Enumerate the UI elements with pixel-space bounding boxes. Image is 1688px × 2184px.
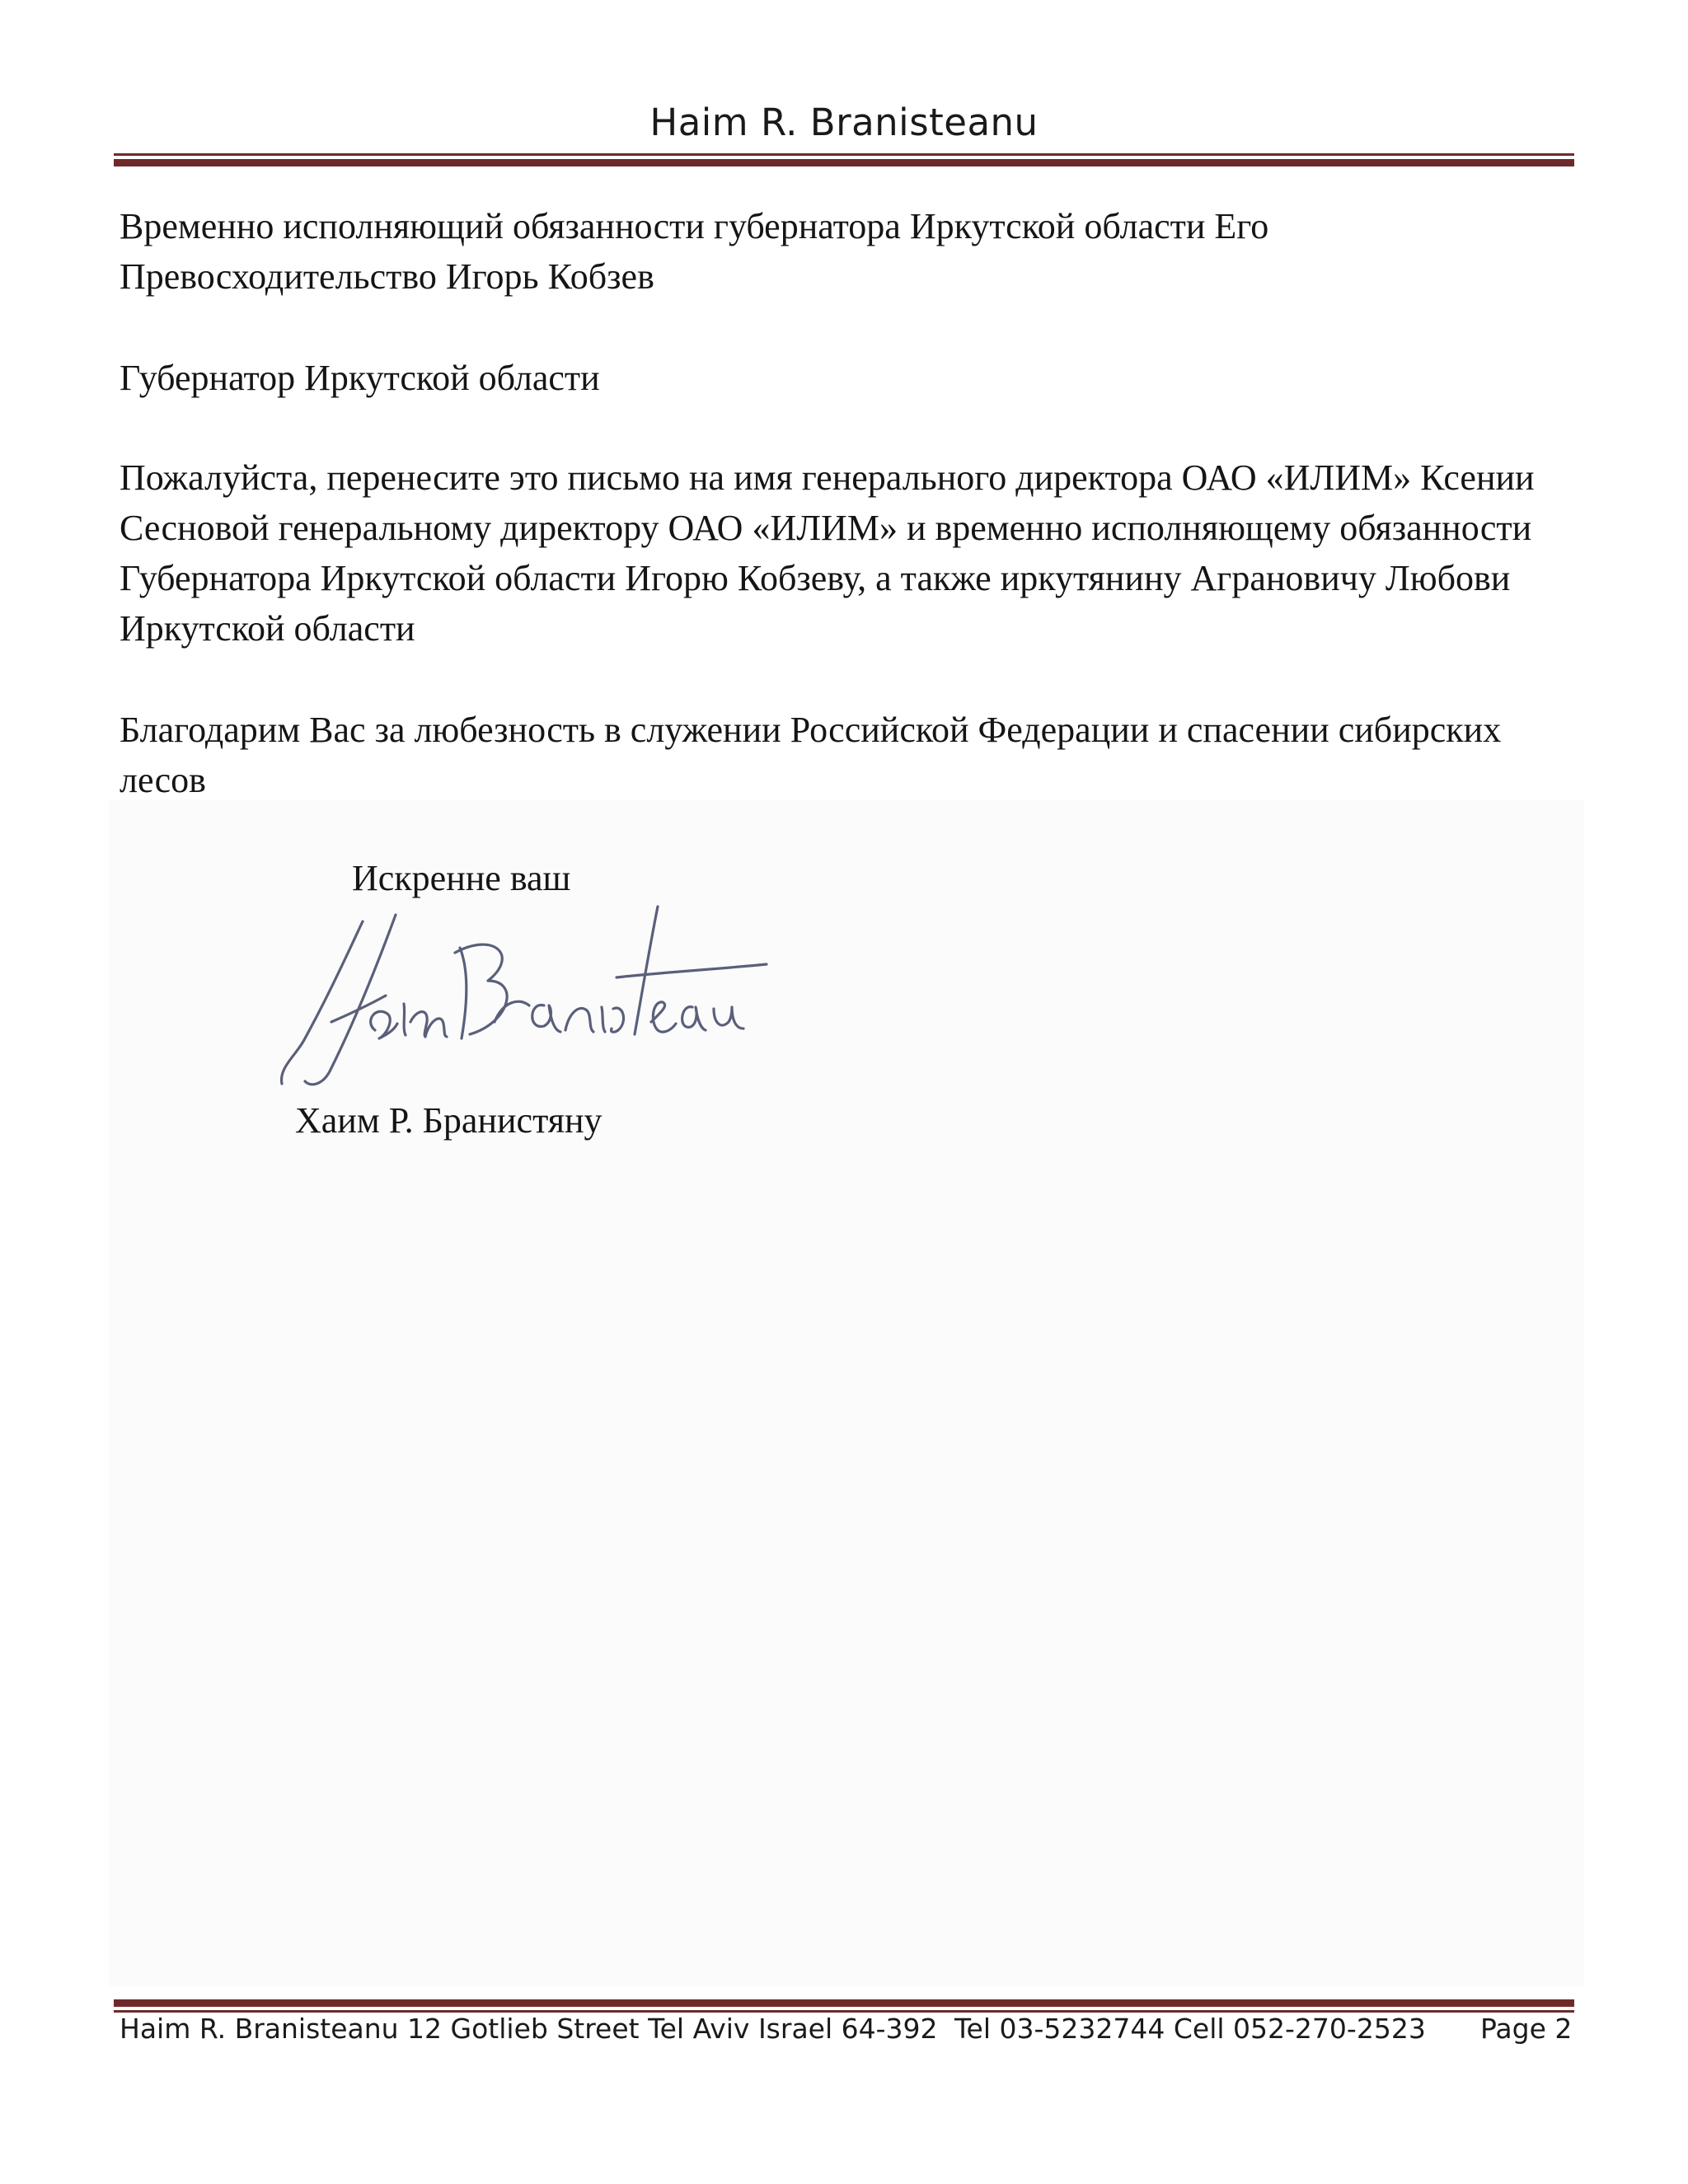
request-paragraph: Пожалуйста, перенесите это письмо на имя генерального директора ОАО «ИЛИМ» Ксении Сесновой генеральному директору ОАО «ИЛИМ» и временно исполняющему обязанности Губернатора Иркутской области Игорю Кобзеву, а также иркутянину Аграновичу Любови Иркутской области <box>120 457 1535 649</box>
handwritten-signature <box>272 898 832 1096</box>
footer-address: Haim R. Branisteanu 12 Gotlieb Street Tel Aviv Israel 64-392 <box>120 2013 938 2045</box>
header-rule <box>114 153 1574 166</box>
letterhead-name: Haim R. Branisteanu <box>649 101 1039 144</box>
footer-phones: Tel 03-5232744 Cell 052-270-2523 <box>954 2013 1426 2045</box>
closing-line: Искренне ваш <box>352 858 571 898</box>
recipient-title: Губернатор Иркутской области <box>120 358 600 398</box>
footer-page-number: Page 2 <box>1480 2013 1573 2045</box>
thanks-paragraph: Благодарим Вас за любезность в служении Российской Федерации и спасении сибирских лесов <box>120 710 1502 800</box>
recipient-paragraph: Временно исполняющий обязанности губернатора Иркутской области Его Превосходительство Игорь Кобзев <box>120 206 1269 297</box>
signer-name: Хаим Р. Бранистяну <box>295 1100 603 1141</box>
footer-rule <box>114 1999 1574 2013</box>
